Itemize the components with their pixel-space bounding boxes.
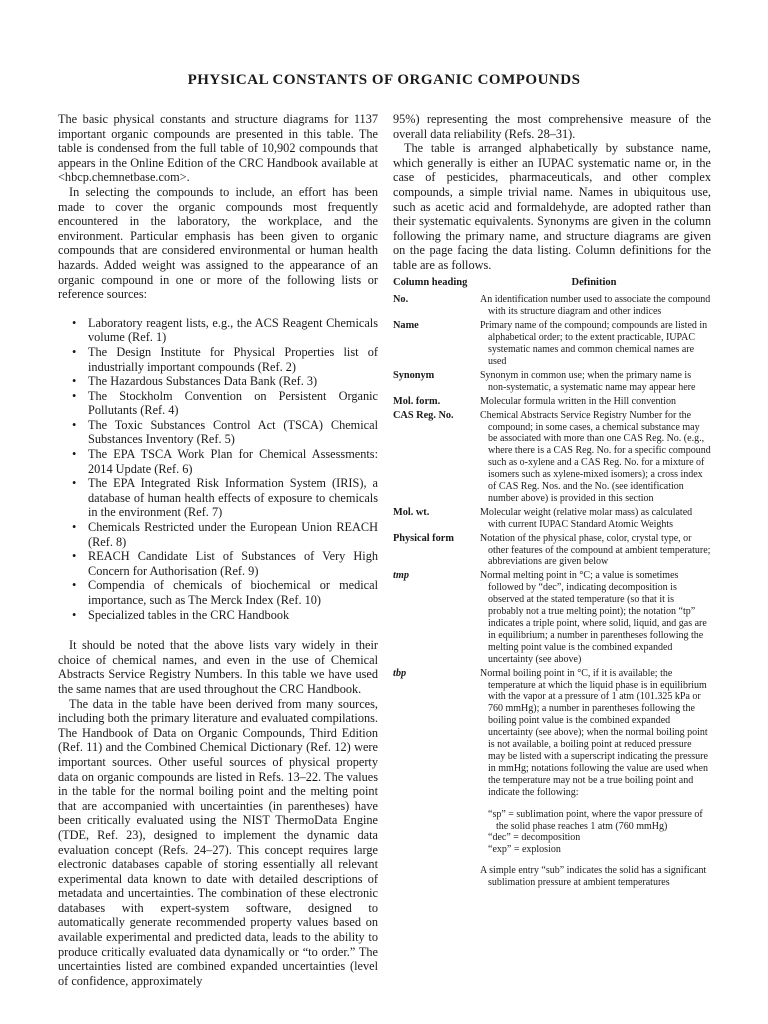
term: No. — [393, 294, 409, 306]
list-item: • The EPA TSCA Work Plan for Chemical Assessments: 2014 Update (Ref. 6) — [88, 447, 378, 476]
definition: Normal boiling point in °C, if it is available; the temperature at which the liquid phase is in equilibrium with the vapor at a pressure of 1 atm (101.325 kPa or 760 mmHg); a number in parentheses following the boiling point value is the combined expanded uncertainty (see above); when the normal boiling point is not available, a boiling point at reduced pressure may be listed with a superscript indicating the pressure in mmHg; notations following the value are used when the temperature may not be a true boiling point and indicate the following: — [480, 667, 708, 798]
sources-paragraph: The data in the table have been derived from many sources, including both the primary literature and evaluated compilations. The Handbook of Data on Organic Compounds, Third Edition (Ref. 11) and the Combined Chemical Dictionary (Ref. 12) were important sources. Other useful sources of physical property data on organic compounds are listed in Refs. 13–22. The values in the table for the normal boiling point and the melting point that are accompanied with uncertainties (in parentheses) have been critically evaluated using the NIST ThermoData Engine (TDE, Ref. 23), designed to implement the dynamic data evaluation concept (Refs. 24–27). This concept requires large electronic databases capable of storing essentially all relevant experimental data known to date with detailed descriptions of metadata and uncertainties. The combination of these electronic databases with expert-system software, designed to automatically generate recommended property values based on available experimental and predicted data, leads to the ability to produce critically evaluated data dynamically or “to order.” The uncertainties listed are combined expanded uncertainties (level of confidence, approximately — [58, 696, 378, 988]
term: Name — [393, 320, 419, 332]
table-header — [393, 277, 711, 289]
term: Physical form — [393, 532, 454, 544]
page-title: PHYSICAL CONSTANTS OF ORGANIC COMPOUNDS — [187, 72, 581, 88]
definition: Synonym in common use; when the primary name is non-systematic, a systematic name may appear here — [480, 369, 696, 393]
source-list — [58, 316, 378, 622]
table-row — [393, 396, 711, 408]
notation-item: “dec” = decomposition — [488, 832, 581, 844]
definition: Primary name of the compound; compounds are listed in alphabetical order; to the extent practicable, IUPAC systematic names and common chemical names are used — [480, 320, 708, 367]
list-item: • The EPA Integrated Risk Information System (IRIS), a database of human health effects of exposure to chemicals in the environment (Ref. 7) — [88, 476, 378, 520]
list-item: • REACH Candidate List of Substances of Very High Concern for Authorisation (Ref. 9) — [88, 549, 378, 578]
table-row — [393, 507, 711, 531]
notation-item: “sp” = sublimation point, where the vapor pressure of the solid phase reaches 1 atm (760 mmHg) — [488, 808, 703, 832]
list-item: • The Hazardous Substances Data Bank (Ref. 3) — [88, 374, 378, 389]
table-row — [393, 570, 711, 665]
column-heading-header: Column heading — [393, 276, 468, 288]
table-row — [393, 533, 711, 569]
names-paragraph: It should be noted that the above lists vary widely in their choice of chemical names, and even in the use of Chemical Abstracts Service Registry Numbers. In this table we have used the same names that are used throughout the CRC Handbook. — [58, 638, 378, 696]
term: Synonym — [393, 369, 435, 381]
sublimation-note: A simple entry “sub” indicates the solid has a significant sublimation pressure at ambient temperatures — [480, 865, 707, 889]
list-item: • Chemicals Restricted under the European Union REACH (Ref. 8) — [88, 520, 378, 549]
definition: Notation of the physical phase, color, crystal type, or other features of the compound at ambient temperature; abbreviations are given below — [480, 532, 711, 568]
right-column — [393, 112, 711, 889]
definition: Molecular weight (relative molar mass) as calculated with current IUPAC Standard Atomic Weights — [480, 506, 693, 530]
list-item: • The Stockholm Convention on Persistent Organic Pollutants (Ref. 4) — [88, 389, 378, 418]
list-item: • The Toxic Substances Control Act (TSCA) Chemical Substances Inventory (Ref. 5) — [88, 418, 378, 447]
term: tmp — [393, 570, 410, 582]
selection-paragraph: In selecting the compounds to include, an effort has been made to cover the organic compounds most frequently encountered in the laboratory, the workplace, and the environment. Particular emphasis has been given to organic compounds that are considered environmental or human health hazards. Added weight was assigned to the appearance of an organic compound in one or more of the following lists or reference sources: — [58, 184, 378, 302]
definition-header: Definition — [571, 276, 617, 288]
term: Mol. wt. — [393, 506, 430, 518]
definition: Chemical Abstracts Service Registry Number for the compound; in some cases, a chemical substance may be associated with more than one CAS Reg. No. (e.g., where there is a CAS Reg. No. for a specific compound such as o-xylene and a CAS Reg. No. for a mixture of isomers such as xylene-mixed isomers); a cross index of CAS Reg. Nos. and the No. (see identification number above) is provided in this section — [480, 409, 711, 504]
table-row — [393, 320, 711, 368]
list-item: • The Design Institute for Physical Properties list of industrially important compounds (Ref. 2) — [88, 345, 378, 374]
table-row — [393, 410, 711, 505]
term: CAS Reg. No. — [393, 409, 454, 421]
definition: An identification number used to associate the compound with its structure diagram and other indices — [480, 294, 711, 318]
list-item: • Specialized tables in the CRC Handbook — [88, 608, 378, 623]
continuation-paragraph: 95%) representing the most comprehensive measure of the overall data reliability (Refs. 28–31). — [393, 112, 711, 141]
definition: Normal melting point in °C; a value is sometimes followed by “dec”, indicating decomposition is observed at the stated temperature (so that it is probably not a true melting point); the notation “tp” indicates a triple point, where solid, liquid, and gas are in equilibrium; a number in parentheses following the melting point value is the combined expanded uncertainty (see above) — [480, 570, 707, 665]
definition: Molecular formula written in the Hill convention — [480, 395, 677, 407]
notation-item: “exp” = explosion — [488, 844, 561, 856]
term: Mol. form. — [393, 395, 441, 407]
table-row — [393, 370, 711, 394]
left-column — [58, 112, 378, 988]
table-row — [393, 294, 711, 318]
arrangement-paragraph: The table is arranged alphabetically by substance name, which generally is either an IUPAC systematic name or, in the case of pesticides, pharmaceuticals, and other complex compounds, a simple trivial name. Names in ubiquitous use, such as acetic acid and formaldehyde, are adopted rather than their systematic equivalents. Synonyms are given in the column following the primary name, and structure diagrams are given on the page facing the data listing. Column definitions for the table are as follows. — [393, 141, 711, 272]
table-row — [393, 668, 711, 799]
list-item: • Laboratory reagent lists, e.g., the ACS Reagent Chemicals volume (Ref. 1) — [88, 316, 378, 345]
boiling-point-notations — [488, 809, 711, 857]
term: tbp — [393, 667, 407, 679]
column-definitions-table — [393, 277, 711, 890]
list-item: • Compendia of chemicals of biochemical or medical importance, such as The Merck Index (Ref. 10) — [88, 578, 378, 607]
intro-paragraph: The basic physical constants and structure diagrams for 1137 important organic compounds are presented in this table. The table is condensed from the full table of 10,902 compounds that appears in the Online Edition of the CRC Handbook available at <hbcp.chemnetbase.com>. — [58, 112, 378, 185]
